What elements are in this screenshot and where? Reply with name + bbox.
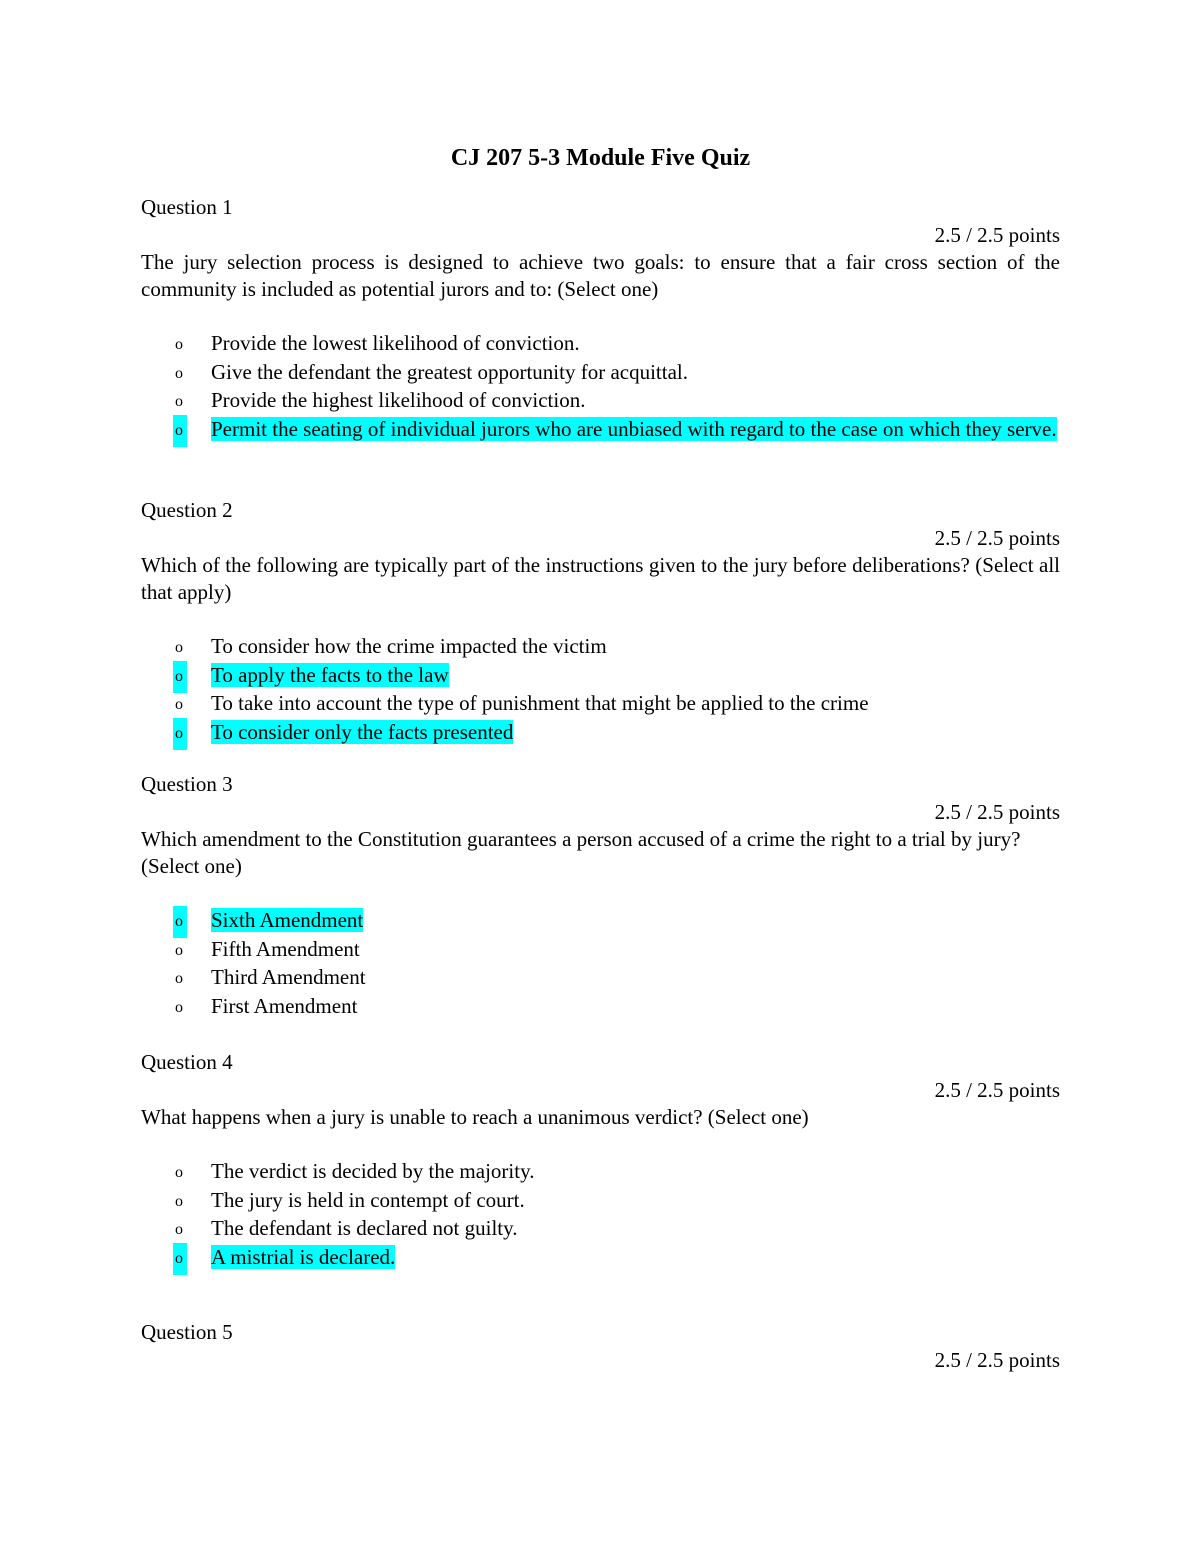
answer-text: Third Amendment: [211, 965, 366, 989]
question-3: [141, 770, 1060, 1020]
answer-option: [141, 992, 1060, 1021]
answer-text: Permit the seating of individual jurors who are unbiased with regard to the case on which they serve.: [211, 416, 1057, 441]
answer-text: Sixth Amendment: [211, 908, 364, 932]
answer-text: Give the defendant the greatest opportunity for acquittal.: [211, 359, 689, 384]
answer-text: Provide the highest likelihood of conviction.: [211, 388, 586, 412]
question-text: Which amendment to the Constitution guarantees a person accused of a crime the right to a trial by jury? (Select one): [141, 827, 1021, 878]
bullet-icon: o: [175, 998, 183, 1016]
bullet-icon: o: [175, 970, 183, 987]
bullet-icon: o: [175, 393, 183, 410]
answer-option: [141, 1214, 1060, 1243]
answer-text: To take into account the type of punishment that might be applied to the crime: [211, 691, 869, 715]
bullet-icon: o: [175, 1192, 183, 1210]
bullet-icon: o: [173, 661, 187, 693]
answer-options: [141, 632, 1060, 746]
answer-option: [141, 358, 1060, 387]
bullet-icon: o: [175, 639, 183, 656]
answer-option-selected: [141, 415, 1060, 444]
answer-option-selected: [141, 1243, 1060, 1272]
question-label: Question 5: [141, 1320, 233, 1344]
question-2: [141, 496, 1060, 746]
bullet-icon: o: [173, 415, 187, 447]
question-text: Which of the following are typically part of the instructions given to the jury before deliberations? (Select all that apply): [141, 553, 1060, 604]
question-text: What happens when a jury is unable to reach a unanimous verdict? (Select one): [141, 1105, 809, 1129]
answer-text: Fifth Amendment: [211, 936, 360, 961]
answer-text: The verdict is decided by the majority.: [211, 1159, 535, 1183]
document-title: CJ 207 5-3 Module Five Quiz: [450, 145, 751, 171]
answer-options: [141, 906, 1060, 1020]
question-points: 2.5 / 2.5 points: [934, 223, 1060, 247]
answer-text: To consider how the crime impacted the victim: [211, 634, 607, 658]
answer-option: [141, 386, 1060, 415]
question-1: [141, 193, 1060, 443]
answer-option-selected: [141, 906, 1060, 935]
question-label: Question 3: [141, 772, 233, 796]
question-points: 2.5 / 2.5 points: [934, 1348, 1060, 1372]
answer-text: To apply the facts to the law: [211, 662, 449, 687]
answer-option: [141, 689, 1060, 718]
question-points: 2.5 / 2.5 points: [934, 800, 1060, 824]
question-points: 2.5 / 2.5 points: [934, 526, 1060, 550]
answer-options: [141, 329, 1060, 443]
answer-option: [141, 1186, 1060, 1215]
bullet-icon: o: [175, 696, 183, 713]
answer-option-selected: [141, 661, 1060, 690]
answer-text: A mistrial is declared.: [211, 1244, 396, 1269]
answer-options: [141, 1157, 1060, 1271]
question-4: [141, 1048, 1060, 1271]
bullet-icon: o: [175, 1164, 183, 1181]
answer-text: Provide the lowest likelihood of conviction.: [211, 331, 580, 355]
question-label: Question 2: [141, 498, 233, 522]
answer-text: The jury is held in contempt of court.: [211, 1187, 525, 1212]
bullet-icon: o: [173, 906, 187, 938]
answer-text: First Amendment: [211, 993, 358, 1018]
bullet-icon: o: [175, 336, 183, 353]
bullet-icon: o: [173, 1243, 187, 1275]
question-label: Question 4: [141, 1050, 233, 1074]
bullet-icon: o: [173, 718, 187, 750]
answer-option: [141, 935, 1060, 964]
question-text: The jury selection process is designed to achieve two goals: to ensure that a fair cross section of the community is included as potential jurors and to: (Select one): [141, 250, 1060, 301]
bullet-icon: o: [175, 364, 183, 382]
answer-option: [141, 963, 1060, 992]
answer-option: [141, 632, 1060, 661]
question-label: Question 1: [141, 195, 233, 219]
answer-text: To consider only the facts presented: [211, 719, 514, 744]
answer-option-selected: [141, 718, 1060, 747]
answer-option: [141, 329, 1060, 358]
question-5: [141, 1318, 1060, 1374]
bullet-icon: o: [175, 1221, 183, 1238]
answer-option: [141, 1157, 1060, 1186]
answer-text: The defendant is declared not guilty.: [211, 1216, 518, 1240]
question-points: 2.5 / 2.5 points: [934, 1078, 1060, 1102]
bullet-icon: o: [175, 941, 183, 959]
